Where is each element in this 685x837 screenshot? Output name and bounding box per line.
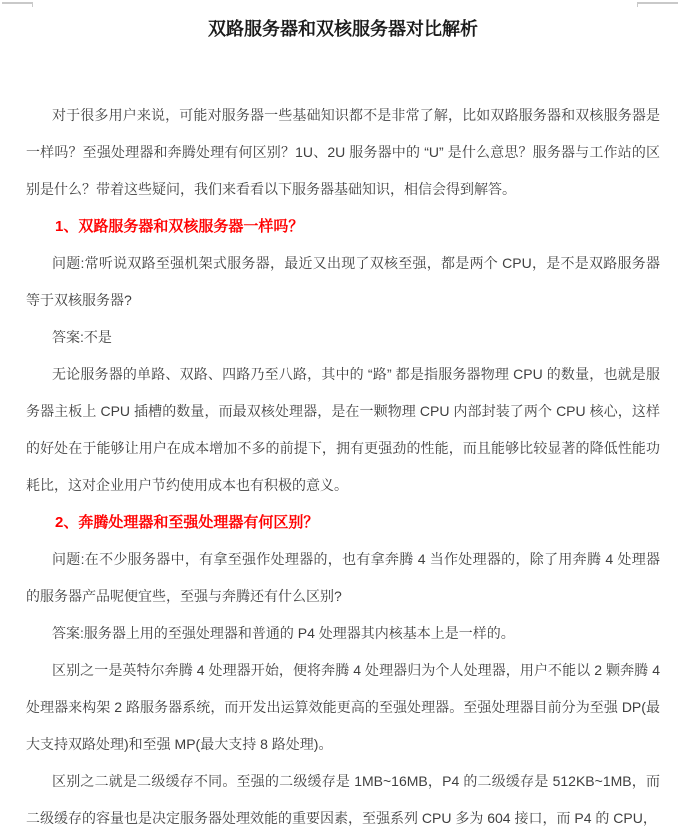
- answer-2-paragraph: 答案:服务器上用的至强处理器和普通的 P4 处理器其内核基本上是一样的。: [52, 625, 515, 641]
- document-title: 双路服务器和双核服务器对比解析: [208, 19, 478, 39]
- section-heading-1: 1、双路服务器和双核服务器一样吗？: [55, 218, 304, 235]
- intro-paragraph: 对于很多用户来说，可能对服务器一些基础知识都不是非常了解，比如双路服务器和双核服务器是一样吗？至强处理器和奔腾处理有何区别？1U、2U 服务器中的 “U” 是什么意思？服务器与工作站的区别是什么？带着这些疑问，我们来看看以下服务器基础知识，相信会得到解答。: [26, 107, 660, 197]
- section-heading-2: 2、奔腾处理器和至强处理器有何区别？: [55, 514, 319, 531]
- document-page: [26, 0, 660, 837]
- explanation-1-paragraph: 无论服务器的单路、双路、四路乃至八路，其中的 “路” 都是指服务器物理 CPU 的数量，也就是服务器主板上 CPU 插槽的数量，而最双核处理器，是在一颗物理 CPU 内部封装了两个 CPU 核心，这样的好处在于能够让用户在成本增加不多的前提下，拥有更强劲的性能，而且能够比较显著的降低性能功耗比，这对企业用户节约使用成本也有积极的意义。: [26, 366, 660, 493]
- question-2-paragraph: 问题:在不少服务器中，有拿至强作处理器的，也有拿奔腾 4 当作处理器的，除了用奔腾 4 处理器的服务器产品呢便宜些，至强与奔腾还有什么区别?: [26, 551, 660, 604]
- difference-2-paragraph: 区别之二就是二级缓存不同。至强的二级缓存是 1MB~16MB，P4 的二级缓存是 512KB~1MB，而二级缓存的容量也是决定服务器处理效能的重要因素，至强系列 CPU 多为 604 接口，而 P4 的 CPU，: [26, 773, 660, 826]
- answer-1-paragraph: 答案:不是: [52, 329, 112, 345]
- title-gap: [26, 42, 660, 97]
- question-1-paragraph: 问题:常听说双路至强机架式服务器，最近又出现了双核至强，都是两个 CPU，是不是双路服务器等于双核服务器?: [26, 255, 660, 308]
- difference-1-paragraph: 区别之一是英特尔奔腾 4 处理器开始，便将奔腾 4 处理器归为个人处理器，用户不能以 2 颗奔腾 4 处理器来构架 2 路服务器系统，而开发出运算效能更高的至强处理器。至强处理器目前分为至强 DP(最大支持双路处理)和至强 MP(最大支持 8 路处理)。: [26, 662, 660, 752]
